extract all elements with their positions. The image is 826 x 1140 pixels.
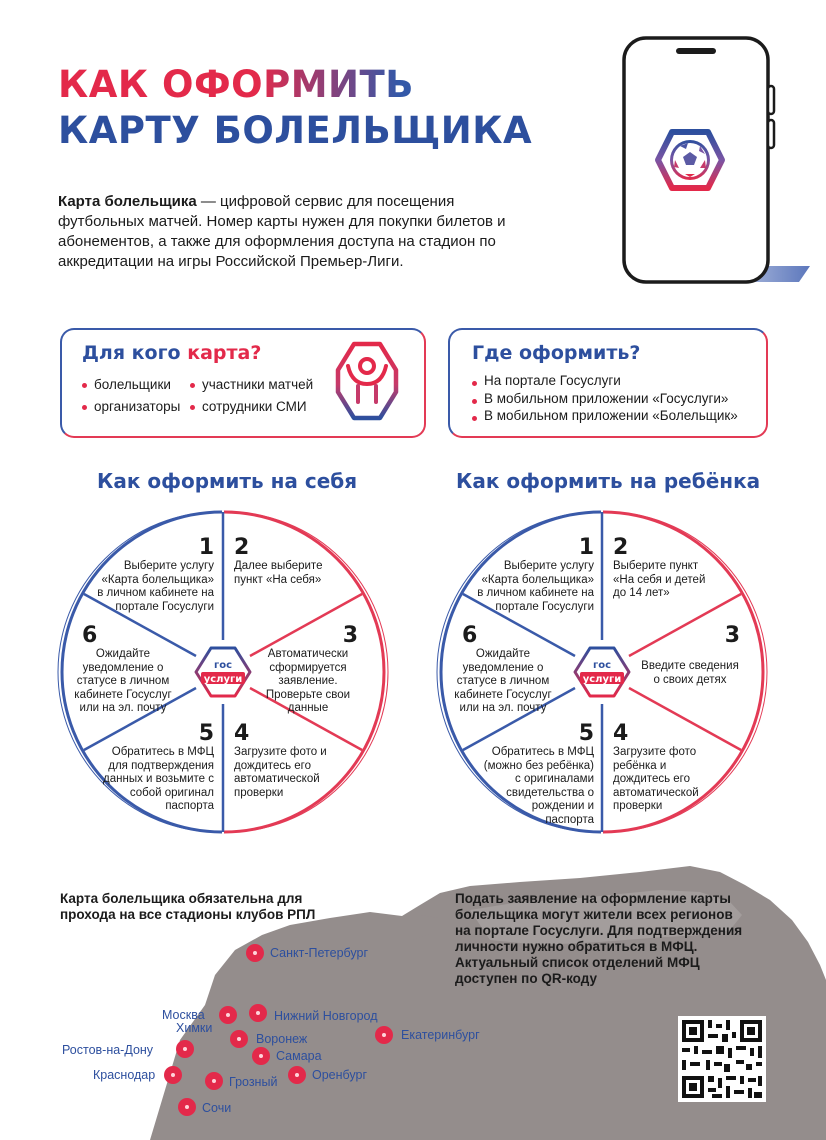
step-number: 1 bbox=[198, 535, 214, 560]
list-item: В мобильном приложении «Госуслуги» bbox=[472, 390, 738, 408]
step-number: 4 bbox=[613, 721, 629, 746]
title-line-2: КАРТУ БОЛЕЛЬЩИКА bbox=[58, 109, 533, 152]
list-item: В мобильном приложении «Болельщик» bbox=[472, 407, 738, 425]
city-label-voronezh: Воронеж bbox=[256, 1032, 308, 1046]
step-text: Выберите услугу «Карта болельщика» в личном кабинете на портале Госуслуги bbox=[477, 560, 594, 613]
city-dot-nn bbox=[249, 1004, 267, 1022]
step-text: Обратитесь в МФЦ (можно без ребёнка) с оригиналами свидетельства о рождении и паспорта bbox=[483, 746, 594, 826]
gosuslugi-logo-line2: услуги bbox=[582, 674, 622, 685]
gosuslugi-logo-line2: услуги bbox=[203, 674, 243, 685]
intro-text: — цифровой сервис для посещения футбольных матчей. Номер карты нужен для покупки билетов и абонементов, а также для оформления доступа на стадион по аккредитации на игры Российской Премьер-Лиги. bbox=[58, 193, 506, 270]
who-title-part1: Для кого bbox=[82, 342, 188, 364]
list-item: болельщики bbox=[82, 374, 180, 396]
city-dot-samara bbox=[252, 1047, 270, 1065]
city-label-nn: Нижний Новгород bbox=[274, 1009, 378, 1023]
note-right: Подать заявление на оформление карты болельщика могут жители всех регионов на портале Госуслуги. Для подтверждения личности нужно обратиться в МФЦ. Актуальный список отделений МФЦ доступен по QR-коду bbox=[455, 891, 743, 986]
city-dot-grozny bbox=[205, 1072, 223, 1090]
step-number: 6 bbox=[462, 623, 478, 648]
qr-code bbox=[678, 1016, 766, 1102]
note-left: Карта болельщика обязательна для прохода на все стадионы клубов РПЛ bbox=[60, 891, 316, 922]
child-section-title: Как оформить на ребёнка bbox=[456, 469, 761, 493]
who-title-part2: карта? bbox=[187, 342, 262, 364]
step-text: Выберите услугу «Карта болельщика» в личном кабинете на портале Госуслуги bbox=[97, 560, 214, 613]
city-label-orenburg: Оренбург bbox=[312, 1068, 368, 1082]
city-dot-spb bbox=[246, 944, 264, 962]
city-dot-moscow bbox=[219, 1006, 237, 1024]
city-dot-orenburg bbox=[288, 1066, 306, 1084]
step-number: 5 bbox=[198, 721, 214, 746]
step-text: Обратитесь в МФЦ для подтверждения данных и возьмите с собой оригинал паспорта bbox=[103, 746, 214, 812]
step-text: Выберите пункт «На себя и детей до 14 лет» bbox=[613, 560, 706, 599]
gosuslugi-logo-line1: гос bbox=[592, 660, 612, 671]
list-item: участники матчей bbox=[190, 374, 313, 396]
city-dot-voronezh bbox=[230, 1030, 248, 1048]
self-section-title: Как оформить на себя bbox=[97, 469, 358, 493]
city-dot-ekb bbox=[375, 1026, 393, 1044]
step-text: Ожидайте уведомление о статусе в личном кабинете Госуслуг или на эл. почту bbox=[454, 648, 552, 714]
city-label-sochi: Сочи bbox=[202, 1101, 232, 1115]
list-item: организаторы bbox=[82, 396, 180, 418]
title-line-1: КАК ОФОРМИТЬ bbox=[58, 62, 532, 108]
step-number: 5 bbox=[578, 721, 594, 746]
city-label-krasnodar: Краснодар bbox=[93, 1068, 156, 1082]
city-dot-rostov bbox=[176, 1040, 194, 1058]
intro-bold: Карта болельщика bbox=[58, 193, 197, 210]
step-number: 4 bbox=[234, 721, 250, 746]
where-title: Где оформить? bbox=[472, 342, 641, 364]
step-text: Ожидайте уведомление о статусе в личном кабинете Госуслуг или на эл. почту bbox=[74, 648, 172, 714]
list-item: сотрудники СМИ bbox=[190, 396, 313, 418]
city-label-rostov: Ростов-на-Дону bbox=[62, 1043, 154, 1057]
step-number: 2 bbox=[613, 535, 629, 560]
step-number: 6 bbox=[82, 623, 98, 648]
city-dot-krasnodar bbox=[164, 1066, 182, 1084]
city-label-moscow: Москва bbox=[162, 1008, 205, 1022]
step-number: 2 bbox=[234, 535, 250, 560]
step-number: 3 bbox=[724, 623, 740, 648]
step-text: Далее выберите пункт «На себя» bbox=[234, 560, 323, 586]
list-item: На портале Госуслуги bbox=[472, 372, 738, 390]
city-label-khimki: Химки bbox=[176, 1021, 213, 1035]
step-number: 3 bbox=[342, 623, 358, 648]
step-text: Загрузите фото и дождитесь его автоматической проверки bbox=[234, 746, 327, 799]
gosuslugi-logo-line1: гос bbox=[213, 660, 233, 671]
step-text: Автоматически сформируется заявление. Проверьте свои данные bbox=[265, 648, 351, 714]
step-text: Введите сведения о своих детях bbox=[641, 660, 739, 686]
city-label-spb: Санкт-Петербург bbox=[270, 946, 369, 960]
city-dot-sochi bbox=[178, 1098, 196, 1116]
city-label-samara: Самара bbox=[276, 1049, 322, 1063]
step-text: Загрузите фото ребёнка и дождитесь его автоматической проверки bbox=[613, 746, 699, 812]
step-number: 1 bbox=[578, 535, 594, 560]
city-label-grozny: Грозный bbox=[229, 1075, 278, 1089]
city-label-ekb: Екатеринбург bbox=[401, 1028, 480, 1042]
